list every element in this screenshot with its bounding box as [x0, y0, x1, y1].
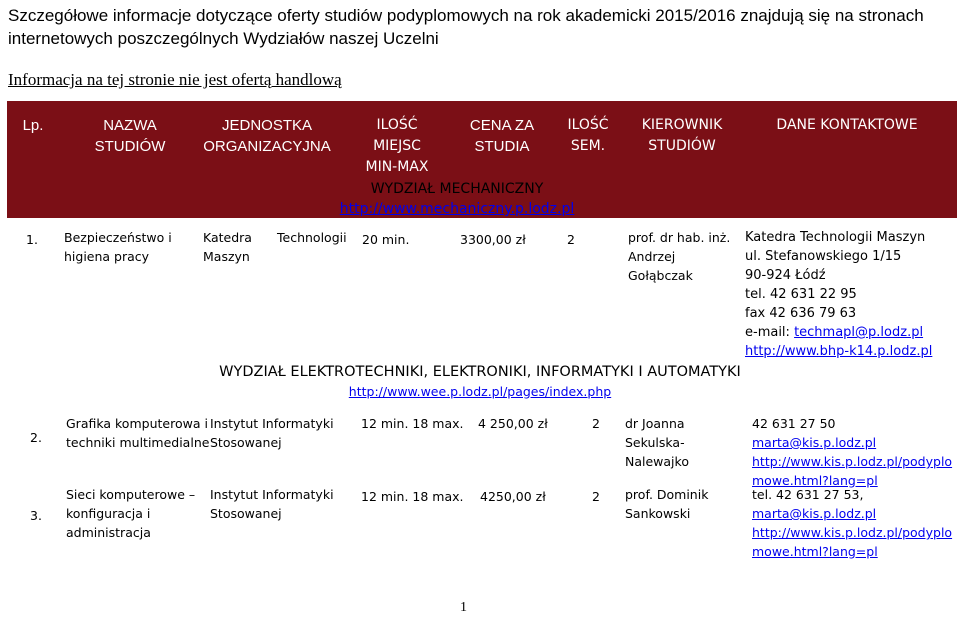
row2-kontakt: 42 631 27 50 marta@kis.p.lodz.pl http://www.kis.p.lodz.pl/podyplo mowe.html?lang=pl [752, 416, 953, 488]
row1-miejsca: 20 min. [362, 232, 410, 247]
row1-lp: 1. [26, 232, 38, 247]
row2-jednostka: Instytut Informatyki Stosowanej [210, 416, 334, 450]
row1-cena: 3300,00 zł [460, 232, 526, 247]
row3-kierownik: prof. Dominik Sankowski [625, 487, 709, 521]
row1-jednostka: Katedra Technologii Maszyn [203, 230, 347, 264]
row2-sem: 2 [592, 416, 600, 431]
row1-www-link[interactable]: http://www.bhp-k14.p.lodz.pl [745, 344, 933, 359]
notice-text: Informacja na tej stronie nie jest ofertą handlową [8, 70, 342, 89]
faculty-mechaniczny-link[interactable]: http://www.mechaniczny.p.lodz.pl [339, 201, 575, 217]
row2-nazwa: Grafika komputerowa i techniki multimedialne [66, 416, 210, 450]
header-ilosc-miejsc: ILOŚĆ MIEJSC MIN-MAX [365, 117, 429, 175]
row3-jednostka: Instytut Informatyki Stosowanej [210, 487, 334, 521]
row3-kontakt: tel. 42 631 27 53, marta@kis.p.lodz.pl http://www.kis.p.lodz.pl/podyplo mowe.html?lang=pl [752, 487, 953, 559]
row3-miejsca: 12 min. 18 max. [361, 489, 464, 504]
row3-cena: 4250,00 zł [480, 489, 546, 504]
row3-email-link[interactable]: marta@kis.p.lodz.pl [752, 506, 877, 521]
table-header [7, 101, 957, 218]
intro-text: Szczegółowe informacje dotyczące oferty studiów podyplomowych na rok akademicki 2015/2016 znajdują się na stronach internetowych poszczególnych Wydziałów naszej Uczelni [8, 6, 924, 48]
row2-kierownik: dr Joanna Sekulska- Nalewajko [625, 416, 689, 469]
row2-www-link[interactable]: http://www.kis.p.lodz.pl/podyplo mowe.html?lang=pl [752, 454, 953, 488]
row3-www-link[interactable]: http://www.kis.p.lodz.pl/podyplo mowe.html?lang=pl [752, 525, 953, 559]
header-lp: Lp. [22, 117, 44, 134]
row1-email-link[interactable]: techmapl@p.lodz.pl [794, 325, 924, 340]
row3-sem: 2 [592, 489, 600, 504]
faculty-elektrotechnika-link[interactable]: http://www.wee.p.lodz.pl/pages/index.php [348, 384, 612, 399]
faculty-mechaniczny: WYDZIAŁ MECHANICZNY http://www.mechaniczny.p.lodz.pl [339, 181, 575, 217]
row3-nazwa: Sieci komputerowe – konfiguracja i administracja [66, 487, 196, 540]
row1-nazwa: Bezpieczeństwo i higiena pracy [64, 230, 172, 264]
header-jednostka: JEDNOSTKA ORGANIZACYJNA [203, 117, 331, 155]
faculty-elektrotechnika: WYDZIAŁ ELEKTROTECHNIKI, ELEKTRONIKI, INFORMATYKI I AUTOMATYKI http://www.wee.p.lodz.pl/pages/index.php [219, 364, 741, 399]
header-cena: CENA ZA STUDIA [469, 117, 535, 155]
row2-cena: 4 250,00 zł [478, 416, 548, 431]
row2-miejsca: 12 min. 18 max. [361, 416, 464, 431]
header-kierownik: KIEROWNIK STUDIÓW [641, 117, 723, 154]
row1-kontakt: Katedra Technologii Maszyn ul. Stefanowskiego 1/15 90-924 Łódź tel. 42 631 22 95 fax 42 636 79 63 e-mail: techmapl@p.lodz.pl http://www.bhp-k14.p.lodz.pl [745, 230, 933, 359]
header-kontakt: DANE KONTAKTOWE [776, 117, 918, 133]
row3-lp: 3. [30, 508, 42, 523]
row2-email-link[interactable]: marta@kis.p.lodz.pl [752, 435, 877, 450]
page-number: 1 [460, 600, 467, 615]
header-ilosc-sem: ILOŚĆ SEM. [567, 117, 609, 154]
row1-sem: 2 [567, 232, 575, 247]
row2-lp: 2. [30, 430, 42, 445]
row1-kierownik: prof. dr hab. inż. Andrzej Gołąbczak [628, 230, 731, 283]
header-nazwa: NAZWA STUDIÓW [94, 117, 166, 155]
